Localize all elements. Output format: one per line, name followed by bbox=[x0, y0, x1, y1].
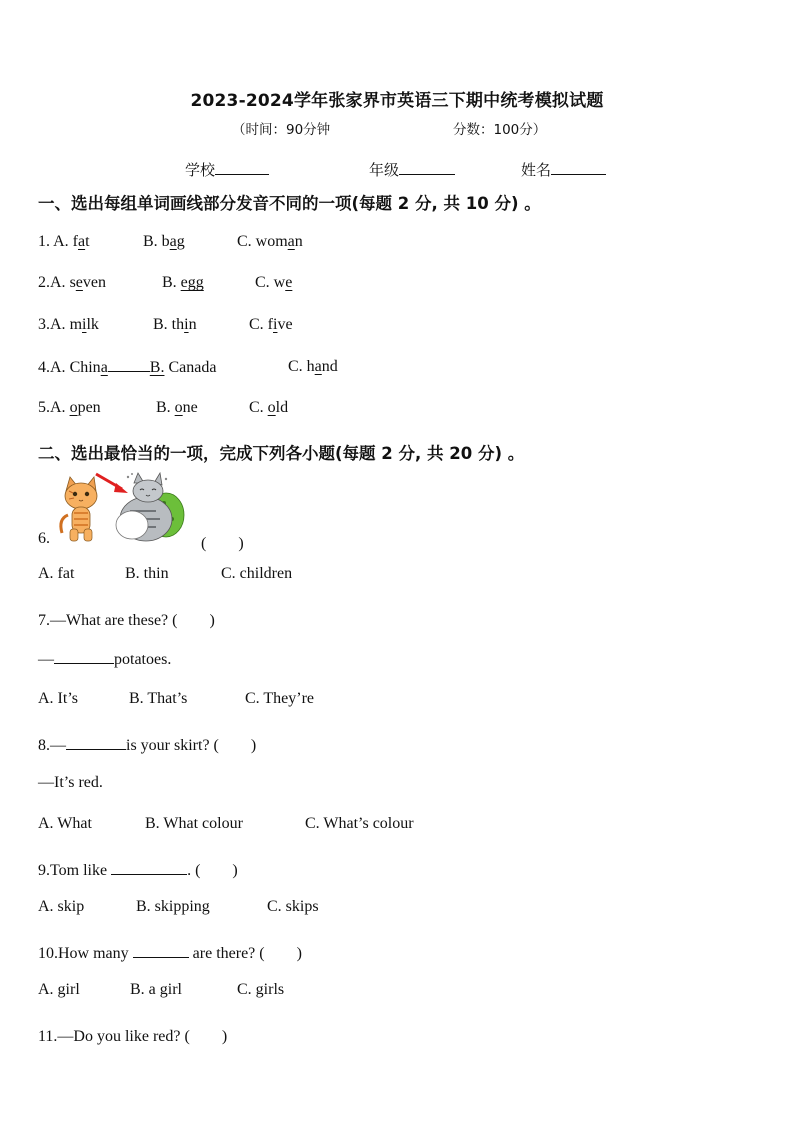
word-part: ve bbox=[277, 316, 293, 333]
option-4c bbox=[288, 358, 338, 376]
option-2c bbox=[255, 274, 292, 292]
option-7c: C. They’re bbox=[245, 690, 315, 707]
underlined-letters: a bbox=[169, 233, 177, 250]
option-1c bbox=[237, 233, 303, 251]
option-10a: A. girl bbox=[38, 981, 80, 998]
question-8-answer-line: —It’s red. bbox=[38, 774, 103, 791]
option-b-label: B. bbox=[149, 359, 165, 376]
question-8 bbox=[38, 732, 256, 755]
option-1b bbox=[143, 233, 185, 251]
option-6c: C. children bbox=[221, 565, 293, 582]
word-part: ven bbox=[82, 274, 107, 291]
fill-blank[interactable] bbox=[133, 943, 189, 958]
question-number: 2.A. bbox=[38, 274, 66, 291]
question-number: 5.A. bbox=[38, 399, 66, 416]
option-5b bbox=[156, 399, 198, 417]
name-field bbox=[521, 159, 606, 180]
option-2b bbox=[162, 274, 204, 292]
option-8a: A. What bbox=[38, 815, 92, 832]
word-part: ld bbox=[275, 399, 289, 416]
underlined-letters: egg bbox=[180, 274, 204, 291]
word-part: C. w bbox=[255, 274, 286, 291]
underline-span bbox=[108, 358, 150, 372]
word-part: B. bbox=[162, 274, 181, 291]
underlined-letters: o bbox=[69, 399, 78, 416]
question-7: 7.—What are these? ( ) bbox=[38, 612, 215, 629]
dash: — bbox=[38, 651, 54, 668]
word-part: t bbox=[85, 233, 90, 250]
underlined-letters: a bbox=[100, 359, 108, 376]
word-part: C. bbox=[249, 399, 268, 416]
question-3 bbox=[38, 316, 99, 334]
underlined-letters: e bbox=[285, 274, 293, 291]
fill-blank[interactable] bbox=[111, 860, 187, 875]
question-2 bbox=[38, 274, 106, 292]
underlined-letters: a bbox=[78, 233, 86, 250]
underlined-letters: i bbox=[273, 316, 278, 333]
section-2-heading: 二、选出最恰当的一项，完成下列各小题(每题 2 分, 共 20 分) 。 bbox=[38, 444, 525, 463]
word-part: B. bbox=[156, 399, 175, 416]
word-part: nd bbox=[321, 358, 338, 375]
underlined-letters: i bbox=[82, 316, 87, 333]
question-4 bbox=[38, 358, 216, 377]
word-part: C. f bbox=[249, 316, 273, 333]
fill-blank[interactable] bbox=[66, 735, 126, 750]
underlined-letters: a bbox=[314, 358, 322, 375]
option-6a: A. fat bbox=[38, 565, 75, 582]
question-10 bbox=[38, 940, 302, 963]
question-number: 6. bbox=[38, 530, 50, 547]
thin-cat-icon bbox=[61, 477, 97, 541]
question-text: are there? ( ) bbox=[188, 945, 302, 962]
question-1 bbox=[38, 233, 90, 251]
school-field bbox=[185, 159, 269, 180]
word-part: n bbox=[188, 316, 197, 333]
underlined-letters: i bbox=[184, 316, 189, 333]
question-11: 11.—Do you like red? ( ) bbox=[38, 1028, 228, 1045]
word-part: lk bbox=[86, 316, 99, 333]
exam-score: 分数：100分） bbox=[453, 122, 547, 138]
word-part: n bbox=[294, 233, 303, 250]
option-6b: B. thin bbox=[125, 565, 169, 582]
option-7a: A. It’s bbox=[38, 690, 78, 707]
word-part: potatoes. bbox=[114, 651, 172, 668]
underlined-letters: o bbox=[267, 399, 276, 416]
cats-illustration bbox=[56, 471, 188, 547]
option-9a: A. skip bbox=[38, 898, 85, 915]
question-9 bbox=[38, 857, 238, 880]
option-8c: C. What’s colour bbox=[305, 815, 414, 832]
question-text: is your skirt? ( ) bbox=[126, 737, 257, 754]
word-part: B. b bbox=[143, 233, 170, 250]
word-part: ne bbox=[182, 399, 198, 416]
word-part: Chin bbox=[65, 359, 101, 376]
word-part: Canada bbox=[164, 359, 217, 376]
word-part: f bbox=[68, 233, 78, 250]
page-title: 2023-2024学年张家界市英语三下期中统考模拟试题 bbox=[190, 91, 604, 111]
question-5 bbox=[38, 399, 101, 417]
section-1-heading: 一、选出每组单词画线部分发音不同的一项(每题 2 分, 共 10 分) 。 bbox=[38, 194, 541, 213]
question-number: 3.A. bbox=[38, 316, 66, 333]
school-label: 学校 bbox=[185, 161, 216, 179]
word-part: C. h bbox=[288, 358, 315, 375]
grade-label: 年级 bbox=[369, 161, 400, 179]
name-blank[interactable] bbox=[551, 160, 606, 175]
word-part: B. th bbox=[153, 316, 185, 333]
school-blank[interactable] bbox=[215, 160, 269, 175]
question-text: 10.How many bbox=[38, 945, 133, 962]
option-8b: B. What colour bbox=[145, 815, 243, 832]
fill-blank[interactable] bbox=[54, 649, 114, 664]
option-3c bbox=[249, 316, 293, 334]
question-text: . ( ) bbox=[187, 862, 238, 879]
arrow-icon bbox=[96, 474, 128, 493]
name-label: 姓名 bbox=[521, 161, 552, 179]
underlined-letters: o bbox=[174, 399, 183, 416]
word-part: s bbox=[65, 274, 76, 291]
word-part: pen bbox=[77, 399, 101, 416]
option-5c bbox=[249, 399, 288, 417]
grade-field bbox=[369, 159, 455, 180]
option-10c: C. girls bbox=[237, 981, 285, 998]
option-3b bbox=[153, 316, 197, 334]
option-9b: B. skipping bbox=[136, 898, 210, 915]
word-part: m bbox=[65, 316, 83, 333]
fat-cat-icon bbox=[116, 473, 184, 541]
underlined-letters: e bbox=[75, 274, 83, 291]
question-7-answer-line bbox=[38, 649, 171, 669]
option-9c: C. skips bbox=[267, 898, 319, 915]
question-number: 4.A. bbox=[38, 359, 66, 376]
option-10b: B. a girl bbox=[130, 981, 182, 998]
exam-time: （时间：90分钟 bbox=[232, 122, 331, 138]
question-text: 9.Tom like bbox=[38, 862, 112, 879]
word-part: g bbox=[176, 233, 185, 250]
answer-paren[interactable]: ( ) bbox=[201, 535, 244, 552]
option-7b: B. That’s bbox=[129, 690, 188, 707]
word-part: C. wom bbox=[237, 233, 288, 250]
question-6 bbox=[38, 530, 50, 548]
underlined-letters: a bbox=[287, 233, 295, 250]
grade-blank[interactable] bbox=[399, 160, 455, 175]
question-number: 8.— bbox=[38, 737, 66, 754]
question-number: 1. A. bbox=[38, 233, 69, 250]
